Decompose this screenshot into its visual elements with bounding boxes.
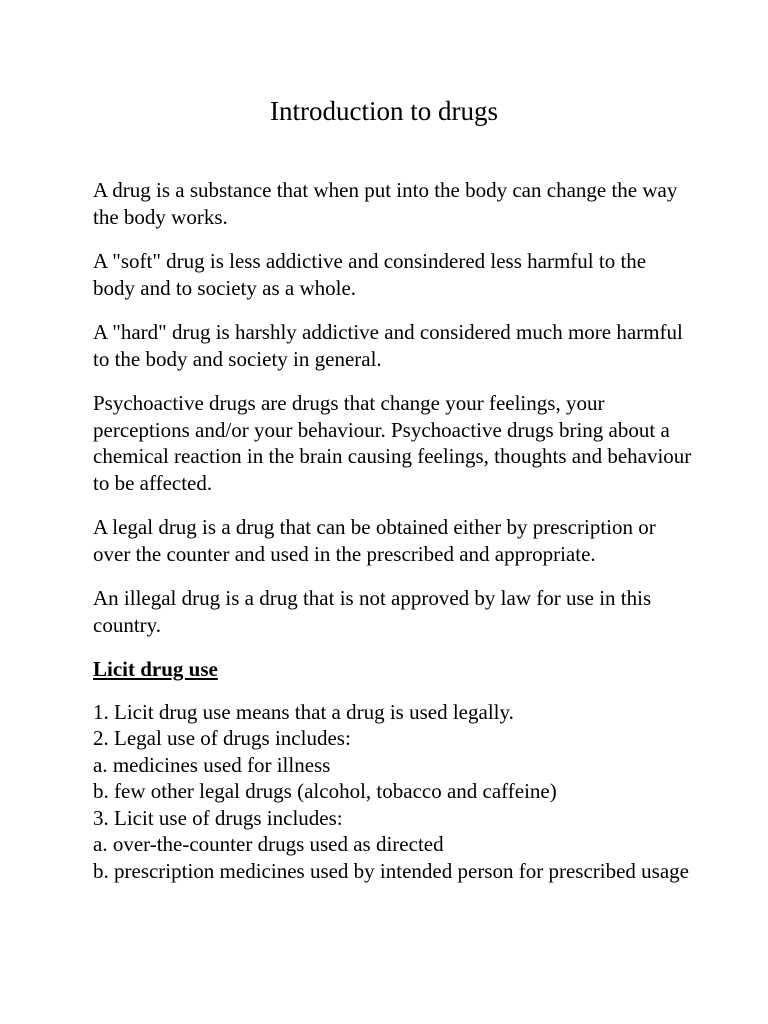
paragraph-drug-definition: A drug is a substance that when put into the body can change the way the body works. bbox=[93, 178, 678, 229]
list-item: a. medicines used for illness bbox=[93, 752, 331, 777]
page-title: Introduction to drugs bbox=[270, 96, 498, 126]
paragraph-illegal-drug: An illegal drug is a drug that is not approved by law for use in this country. bbox=[93, 586, 652, 637]
list-item: 3. Licit use of drugs includes: bbox=[93, 805, 343, 830]
list-item: 1. Licit drug use means that a drug is used legally. bbox=[93, 699, 514, 724]
paragraph-soft-drug: A "soft" drug is less addictive and consindered less harmful to the body and to society as a whole. bbox=[93, 249, 647, 300]
paragraph-psychoactive-drugs: Psychoactive drugs are drugs that change your feelings, your perceptions and/or your behaviour. Psychoactive drugs bring about a chemical reaction in the brain causing feelings, thoughts and behaviour to be affected. bbox=[93, 391, 692, 495]
document-page bbox=[93, 93, 693, 884]
list-item: b. prescription medicines used by intended person for prescribed usage bbox=[93, 858, 689, 883]
list-item: b. few other legal drugs (alcohol, tobacco and caffeine) bbox=[93, 779, 557, 803]
paragraph-legal-drug: A legal drug is a drug that can be obtained either by prescription or over the counter and used in the prescribed and appropriate. bbox=[93, 515, 656, 566]
licit-drug-use-list bbox=[93, 699, 693, 885]
section-heading-licit-drug-use: Licit drug use bbox=[93, 657, 218, 681]
paragraph-hard-drug: A "hard" drug is harshly addictive and considered much more harmful to the body and society in general. bbox=[93, 320, 683, 371]
list-item: 2. Legal use of drugs includes: bbox=[93, 726, 351, 750]
list-item: a. over-the-counter drugs used as directed bbox=[93, 832, 444, 856]
